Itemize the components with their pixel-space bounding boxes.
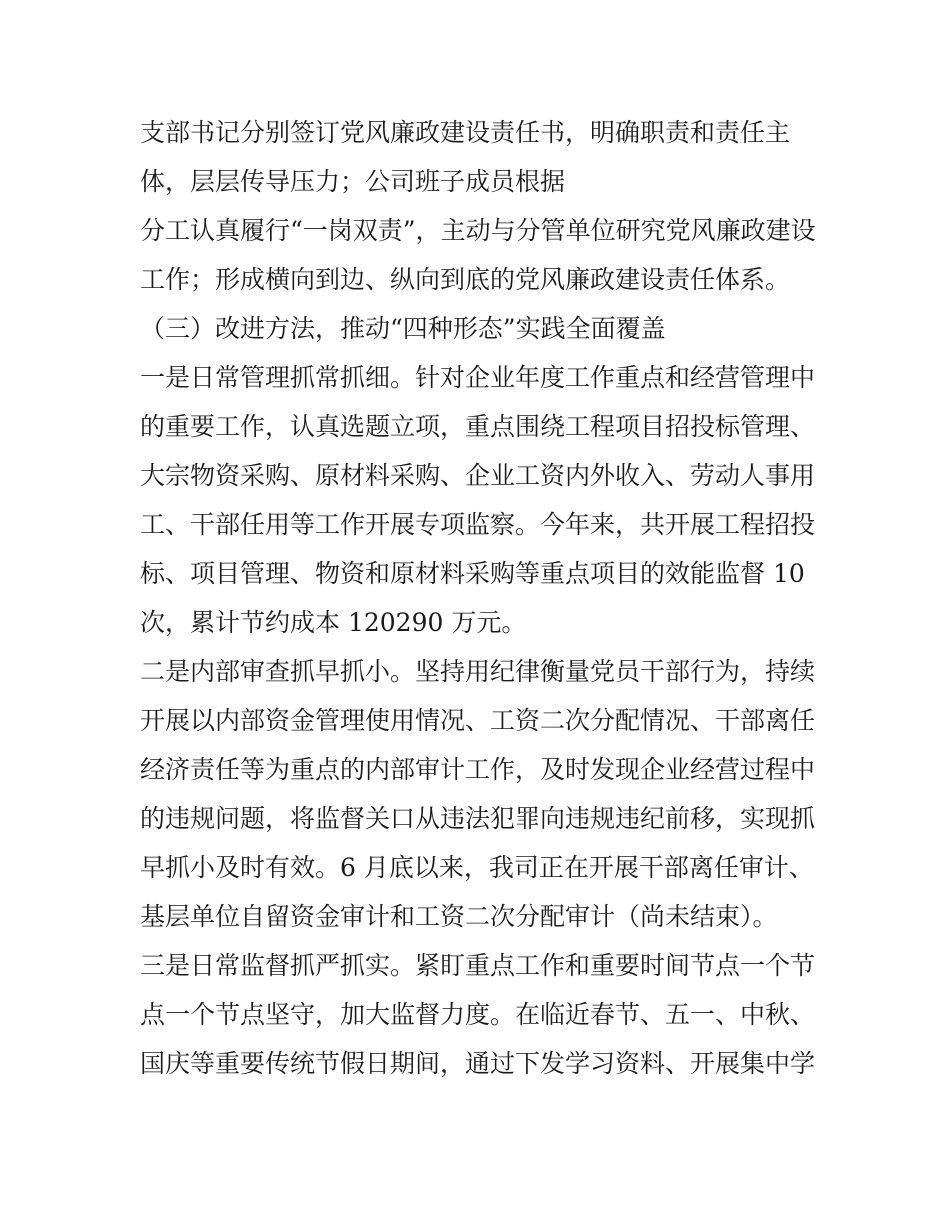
text-line: 经济责任等为重点的内部审计工作，及时发现企业经营过程中 xyxy=(140,755,816,784)
text-line: 工、干部任用等工作开展专项监察。今年来，共开展工程招投 xyxy=(140,510,816,539)
body-text xyxy=(140,108,820,1088)
text-line: 支部书记分别签订党风廉政建设责任书，明确职责和责任主 xyxy=(140,118,791,147)
text-line: 二是内部审查抓早抓小。坚持用纪律衡量党员干部行为，持续 xyxy=(140,657,816,686)
text-line: 点一个节点坚守，加大监督力度。在临近春节、五一、中秋、 xyxy=(140,1000,816,1029)
text-line: 大宗物资采购、原材料采购、企业工资内外收入、劳动人事用 xyxy=(140,461,816,490)
text-line: 开展以内部资金管理使用情况、工资二次分配情况、干部离任 xyxy=(140,706,816,735)
text-line: 体，层层传导压力；公司班子成员根据 xyxy=(140,167,566,196)
text-line: 分工认真履行“一岗双责”，主动与分管单位研究党风廉政建设 xyxy=(140,216,816,245)
text-line: 早抓小及时有效。6 月底以来，我司正在开展干部离任审计、 xyxy=(140,853,814,882)
text-line: 的重要工作，认真选题立项，重点围绕工程项目招投标管理、 xyxy=(140,412,816,441)
text-line: 基层单位自留资金审计和工资二次分配审计（尚未结束）。 xyxy=(140,902,778,931)
text-line: 次，累计节约成本 120290 万元。 xyxy=(140,608,527,637)
text-line: 三是日常监督抓严抓实。紧盯重点工作和重要时间节点一个节 xyxy=(140,951,816,980)
section-heading: （三）改进方法，推动“四种形态”实践全面覆盖 xyxy=(140,314,666,343)
text-line: 一是日常管理抓常抓细。针对企业年度工作重点和经营管理中 xyxy=(140,363,816,392)
text-line: 工作；形成横向到边、纵向到底的党风廉政建设责任体系。 xyxy=(140,265,791,294)
text-line: 国庆等重要传统节假日期间，通过下发学习资料、开展集中学 xyxy=(140,1049,816,1078)
text-line: 的违规问题，将监督关口从违法犯罪向违规违纪前移，实现抓 xyxy=(140,804,816,833)
text-line: 标、项目管理、物资和原材料采购等重点项目的效能监督 10 xyxy=(140,559,805,588)
